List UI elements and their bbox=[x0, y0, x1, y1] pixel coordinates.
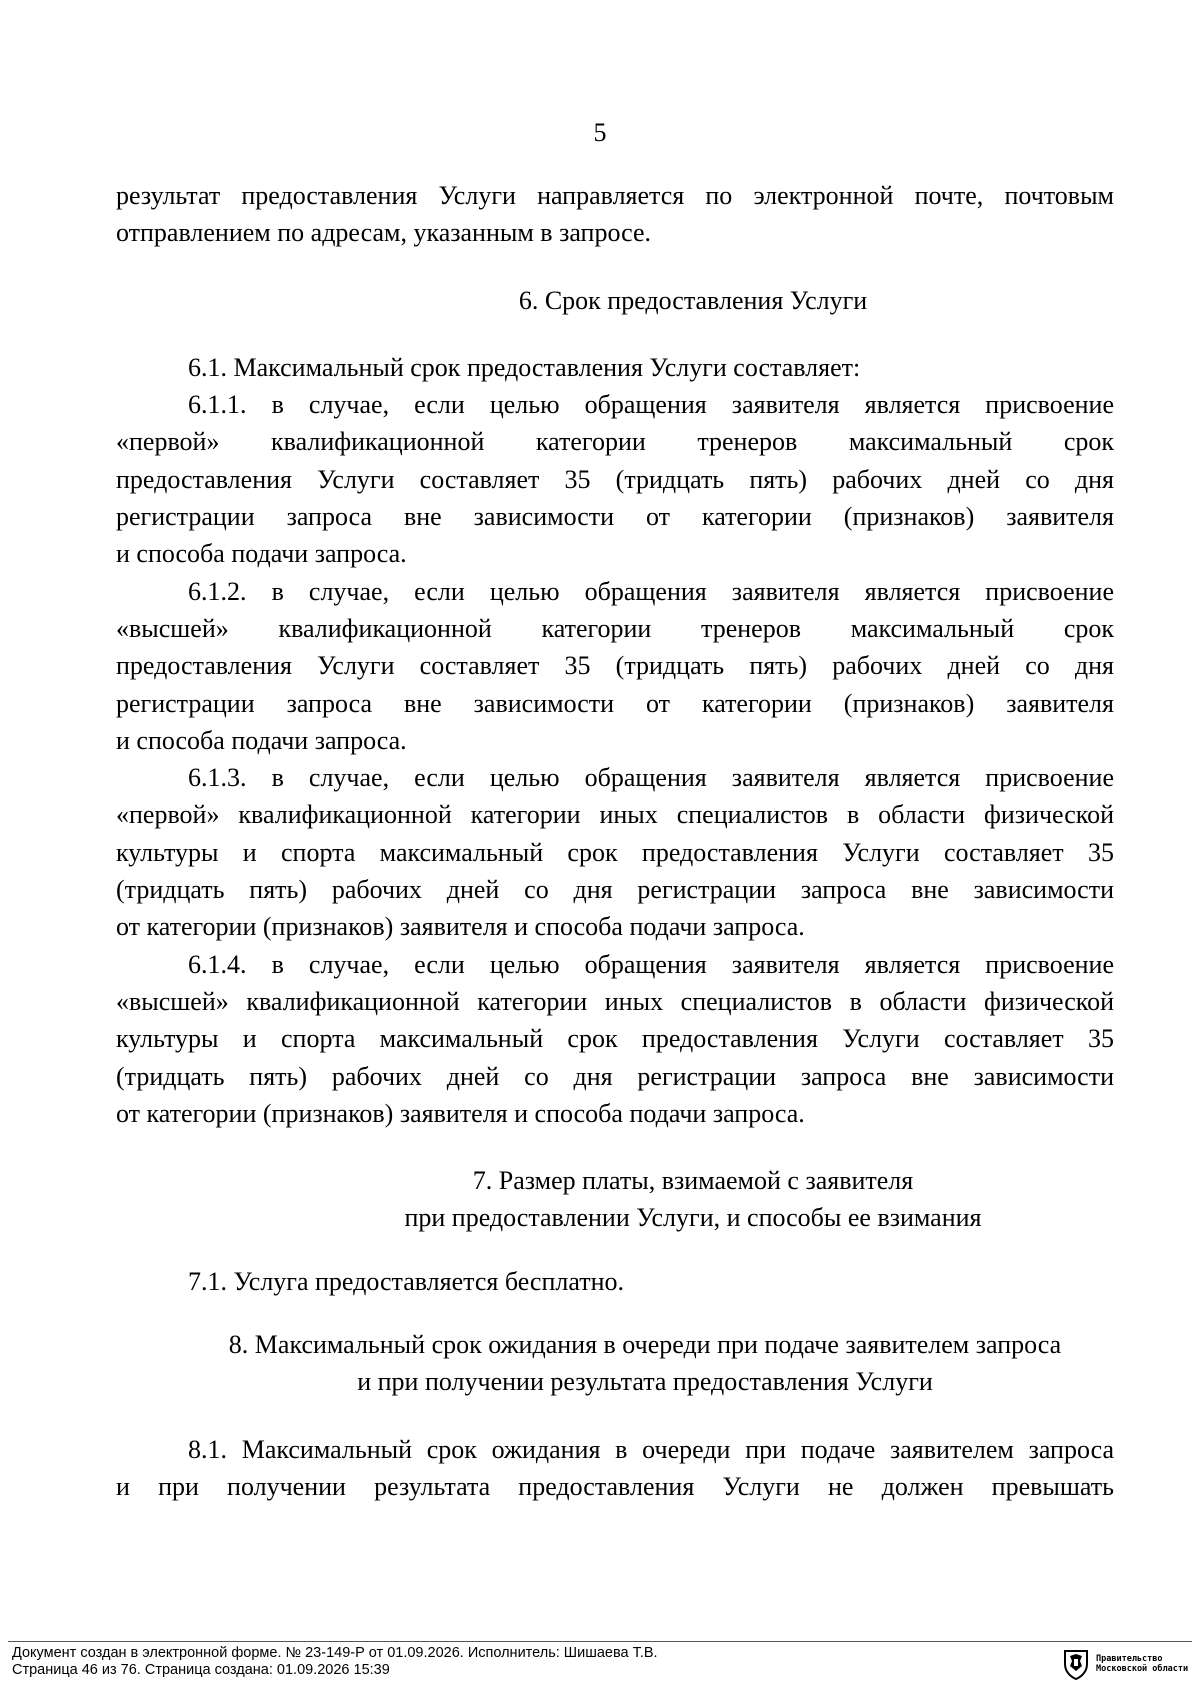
text-line: от категории (признаков) заявителя и способа подачи запроса. bbox=[116, 1098, 805, 1128]
paragraph-6-1-4 bbox=[116, 946, 1114, 1132]
footer-divider bbox=[8, 1641, 1192, 1642]
logo-text-line: Московской области bbox=[1096, 1664, 1189, 1674]
paragraph-6-1-1 bbox=[116, 386, 1114, 572]
text-line: (тридцать пять) рабочих дней со дня регистрации запроса вне зависимости bbox=[116, 875, 1114, 905]
text-line: культуры и спорта максимальный срок предоставления Услуги составляет 35 bbox=[116, 837, 1114, 867]
government-logo bbox=[1062, 1647, 1196, 1681]
text-line: 6.1.4. в случае, если целью обращения заявителя является присвоение bbox=[188, 949, 1114, 979]
text-line: «первой» квалификационной категории иных специалистов в области физической bbox=[116, 800, 1114, 830]
paragraph-intro bbox=[116, 177, 1114, 252]
footer-line: Страница 46 из 76. Страница создана: 01.09.2026 15:39 bbox=[12, 1661, 390, 1678]
paragraph-6-1-2 bbox=[116, 573, 1114, 759]
document-footer bbox=[12, 1645, 658, 1678]
footer-line: Документ создан в электронной форме. № 23-149-Р от 01.09.2026. Исполнитель: Шишаева Т.В. bbox=[12, 1645, 658, 1661]
text-line: 6.1.3. в случае, если целью обращения заявителя является присвоение bbox=[188, 763, 1114, 793]
document-body bbox=[116, 177, 1114, 1505]
text-line: культуры и спорта максимальный срок предоставления Услуги составляет 35 bbox=[116, 1024, 1114, 1054]
paragraph-6-1: 6.1. Максимальный срок предоставления Услуги составляет: bbox=[188, 352, 861, 382]
text-line: 8.1. Максимальный срок ожидания в очереди при подаче заявителем запроса bbox=[188, 1434, 1114, 1464]
section-heading-8 bbox=[116, 1326, 1114, 1401]
text-line: регистрации запроса вне зависимости от категории (признаков) заявителя bbox=[116, 688, 1114, 718]
text-line: «высшей» квалификационной категории тренеров максимальный срок bbox=[116, 613, 1114, 643]
text-line: предоставления Услуги составляет 35 (тридцать пять) рабочих дней со дня bbox=[116, 464, 1114, 494]
text-line: и способа подачи запроса. bbox=[116, 725, 407, 755]
heading-line: 8. Максимальный срок ожидания в очереди при подаче заявителем запроса bbox=[228, 1330, 1062, 1360]
text-line: (тридцать пять) рабочих дней со дня регистрации запроса вне зависимости bbox=[116, 1061, 1114, 1091]
section-heading-6: 6. Срок предоставления Услуги bbox=[518, 285, 868, 315]
paragraph-8-1 bbox=[116, 1431, 1114, 1506]
text-line: от категории (признаков) заявителя и способа подачи запроса. bbox=[116, 912, 805, 942]
heading-line: 7. Размер платы, взимаемой с заявителя bbox=[472, 1166, 914, 1196]
page-number: 5 bbox=[593, 118, 607, 147]
section-heading-7 bbox=[116, 1162, 1114, 1237]
text-line: 6.1.2. в случае, если целью обращения заявителя является присвоение bbox=[188, 576, 1114, 606]
paragraph-6-1-3 bbox=[116, 759, 1114, 945]
text-line: регистрации запроса вне зависимости от категории (признаков) заявителя bbox=[116, 502, 1114, 532]
heading-line: и при получении результата предоставления Услуги bbox=[357, 1367, 933, 1397]
text-line: 6.1.1. в случае, если целью обращения заявителя является присвоение bbox=[188, 390, 1114, 420]
text-line: отправлением по адресам, указанным в запросе. bbox=[116, 218, 652, 248]
paragraph-7-1: 7.1. Услуга предоставляется бесплатно. bbox=[188, 1266, 624, 1296]
text-line: «высшей» квалификационной категории иных специалистов в области физической bbox=[116, 986, 1114, 1016]
coat-of-arms-icon bbox=[1062, 1648, 1090, 1680]
text-line: предоставления Услуги составляет 35 (тридцать пять) рабочих дней со дня bbox=[116, 651, 1114, 681]
text-line: и при получении результата предоставления Услуги не должен превышать bbox=[116, 1471, 1114, 1501]
heading-line: при предоставлении Услуги, и способы ее взимания bbox=[404, 1203, 982, 1233]
text-line: и способа подачи запроса. bbox=[116, 539, 407, 569]
text-line: результат предоставления Услуги направляется по электронной почте, почтовым bbox=[116, 181, 1114, 210]
text-line: «первой» квалификационной категории тренеров максимальный срок bbox=[116, 427, 1114, 457]
logo-text-line: Правительство bbox=[1096, 1654, 1163, 1664]
